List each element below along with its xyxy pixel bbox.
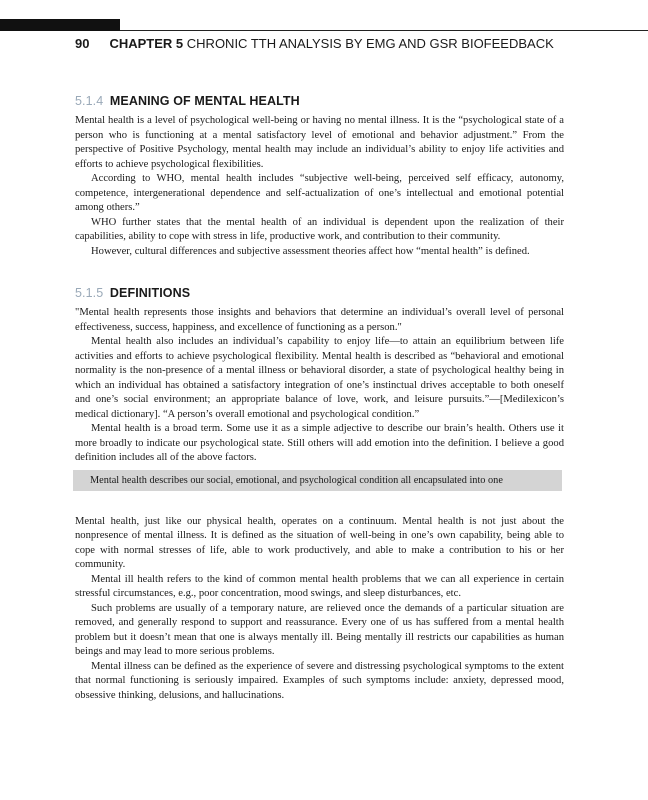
- section-title: DEFINITIONS: [109, 286, 191, 300]
- highlight-callout: Mental health describes our social, emotional, and psychological condition all encapsulated into one: [73, 470, 562, 491]
- paragraph: "Mental health represents those insights and behaviors that determine an individual’s overall level of personal effectiveness, success, happiness, and excellence of functioning as a person.": [75, 307, 564, 333]
- header-rule-thin: [120, 30, 648, 31]
- page-number: 90: [75, 36, 90, 51]
- section-title: MEANING OF MENTAL HEALTH: [109, 94, 300, 108]
- section-number: 5.1.4: [75, 94, 104, 108]
- paragraph: Mental health, just like our physical health, operates on a continuum. Mental health is not just about the nonpresence of mental illness. It is defined as the situation of well-being in one’s own capability, being able to cope with normal stresses of life, able to work productively, and able to make a contribution to his or her community.: [75, 515, 564, 570]
- paragraph: Mental illness can be defined as the experience of severe and distressing psychological symptoms to the extent that normal functioning is seriously impaired. Examples of such symptoms include: anxiety, depressed mood, obsessive thinking, delusions, and hallucinations.: [75, 660, 564, 701]
- header-rule-thick: [0, 19, 120, 31]
- chapter-title: CHRONIC TTH ANALYSIS BY EMG AND GSR BIOFEEDBACK: [186, 36, 554, 51]
- paragraph: Such problems are usually of a temporary nature, are relieved once the demands of a particular situation are removed, and generally respond to support and reassurance. Every one of us has suffered from a mental health problem but it doesn’t mean that one is always mentally ill. Being mentally ill restricts our capabilities as human beings and may lead to more serious problems.: [75, 602, 564, 657]
- paragraph: According to WHO, mental health includes “subjective well-being, perceived self efficacy, autonomy, competence, intergenerational dependence and self-actualization of one’s intellectual and emotional potential among others.”: [75, 173, 564, 213]
- section-number: 5.1.5: [75, 286, 104, 300]
- section-heading-515: [75, 286, 564, 300]
- chapter-label: CHAPTER 5: [109, 36, 184, 51]
- paragraph: Mental ill health refers to the kind of common mental health problems that we can all experience in certain stressful circumstances, e.g., poor concentration, mood swings, and sleep disturbances, etc.: [75, 573, 564, 599]
- section-heading-514: [75, 94, 564, 108]
- paragraph: Mental health is a broad term. Some use it as a simple adjective to describe our brain’s health. Others use it more broadly to indicate our psychological state. Still others will add emotion into the definition. I believe a good definition includes all of the above factors.: [75, 423, 564, 463]
- paragraph: WHO further states that the mental health of an individual is dependent upon the realization of their capabilities, ability to cope with stress in life, productive work, and contribution to their community.: [75, 216, 564, 242]
- page-body: [75, 94, 564, 703]
- paragraph: However, cultural differences and subjective assessment theories affect how “mental health” is defined.: [91, 245, 530, 257]
- paragraph: Mental health is a level of psychological well-being or having no mental illness. It is the “psychological state of a person who is functioning at a mental satisfactory level of emotional and behavior adjustment.” From the perspective of Positive Psychology, mental health may include an individual’s ability to enjoy life activities and efforts to achieve psychological flexibilities.: [75, 115, 564, 170]
- running-head: [75, 36, 635, 51]
- paragraph: Mental health also includes an individual’s capability to enjoy life—to attain an equilibrium between life activities and efforts to achieve psychological flexibility. Mental health is described as “behavioral and emotional normality is the non-presence of a mental illness or behavioral disorder, a state of psychological healthy being in which an individual has obtained a satisfactory integration of one’s instinctual drives acceptable to both oneself and one’s social environment; an appropriate balance of love, work, and leisure pursuits.”—[Medilexicon’s medical dictionary]. “A person’s overall emotional and psychological condition.”: [75, 336, 564, 420]
